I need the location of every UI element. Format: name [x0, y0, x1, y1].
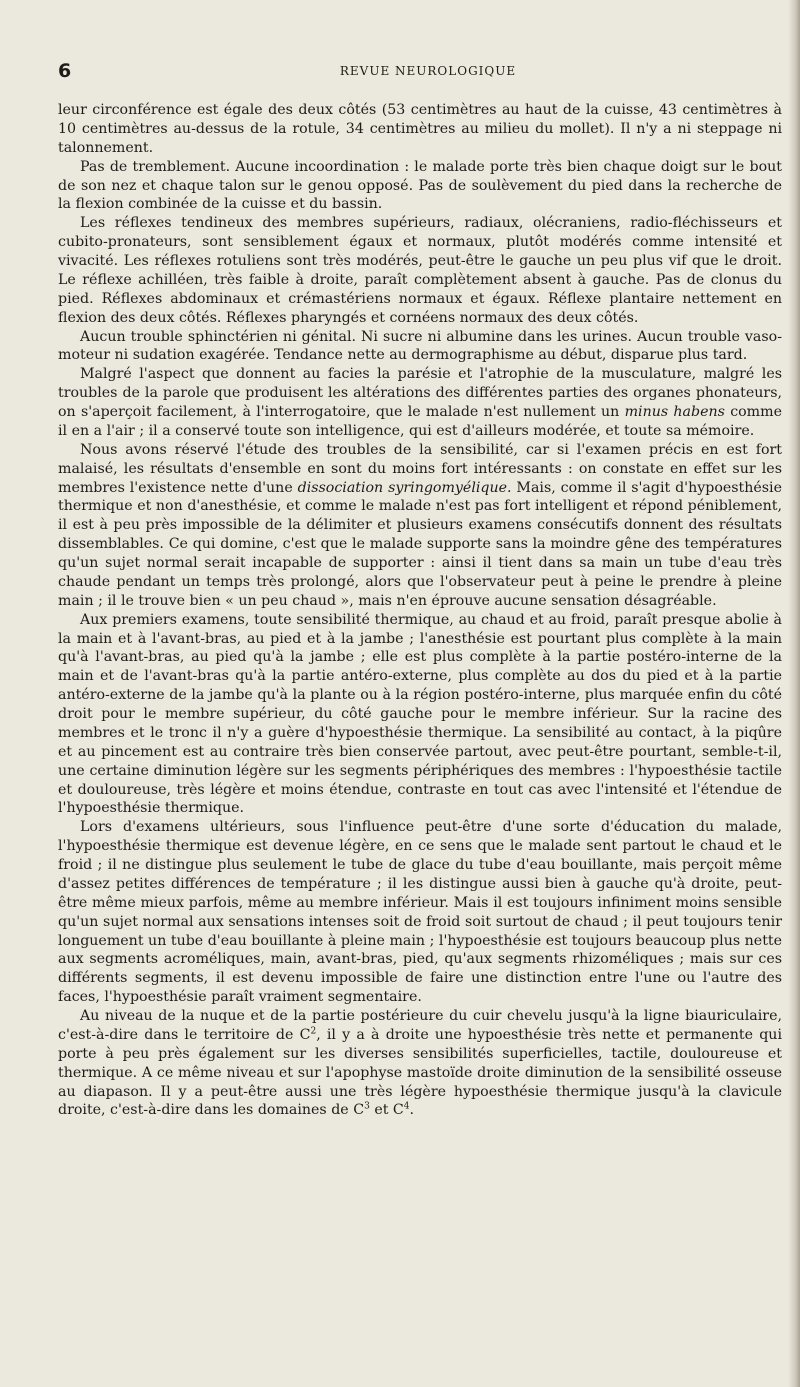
- paragraph-tremor: Pas de tremblement. Aucune incoordination : le malade porte très bien chaque doigt sur le bout de son nez et chaque talon sur le genou opposé. Pas de soulèvement du pied dans la recherche de la flexion combinée de la cuisse et du bassin.: [58, 158, 782, 213]
- superscript: 4: [403, 1101, 410, 1112]
- text-run: et C: [369, 1102, 404, 1119]
- paragraph-sensibility: [58, 441, 782, 611]
- running-title: REVUE NEUROLOGIQUE: [339, 64, 517, 78]
- paragraph-nuque: [58, 1007, 782, 1120]
- text-run: Au niveau de la nuque et de la partie postérieure du cuir chevelu jusqu'à la ligne biauriculaire, c'est-à-dire dans le territoire de C: [58, 1008, 782, 1043]
- text-run: Nous avons réservé l'étude des troubles de la sensibilité, car si l'examen précis en est fort malaisé, les résultats d'ensemble en sont du moins fort intéressants : on constate en effet sur les membres l'existence nette d'une: [58, 441, 782, 496]
- page-number: 6: [58, 60, 72, 82]
- page-edge-shadow: [788, 0, 800, 1387]
- article-body: [58, 101, 782, 1120]
- text-run: comme il en a l'air ; il a conservé toute son intelligence, qui est d'ailleurs modérée, et toute sa mémoire.: [58, 404, 782, 439]
- text-run: Mais, comme il s'agit d'hypoesthésie thermique et non d'anesthésie, et comme le malade n'est pas fort intelligent et répond péniblement, il est à peu près impossible de la délimiter et plusieurs examens consécutifs donnent des résultats dissemblables. Ce qui domine, c'est que le malade supporte sans la moindre gêne des températures qu'un sujet normal serait incapable de supporter : ainsi il tient dans sa main un tube d'eau très chaude pendant un temps très prolongé, alors que l'observateur peut à peine le prendre à pleine main ; il le trouve bien « un peu chaud », mais n'en éprouve aucune sensation désagréable.: [58, 479, 782, 609]
- paragraph-intelligence: [58, 365, 782, 441]
- text-run: .: [409, 1102, 415, 1119]
- text-run: Malgré l'aspect que donnent au facies la parésie et l'atrophie de la musculature, malgré les troubles de la parole que produisent les altérations des différentes parties des organes phonateurs, on s'aperçoit facilement, à l'interrogatoire, que le malade n'est nullement un: [58, 366, 782, 420]
- paragraph-later-exams: Lors d'examens ultérieurs, sous l'influence peut-être d'une sorte d'éducation du malade, l'hypoesthésie thermique est devenue légère, en ce sens que le malade sent partout le chaud et le froid ; il ne distingue plus seulement le tube de glace du tube d'eau bouillante, mais perçoit même d'assez petites différences de température ; il les distingue aussi bien à gauche qu'à droite, peut-être même mieux parfois, même au membre inférieur. Mais il est toujours infiniment moins sensible qu'un sujet normal aux sensations intenses soit de froid soit surtout de chaud ; il peut toujours tenir longuement un tube d'eau bouillante à pleine main ; l'hypoesthésie est toujours beaucoup plus nette aux segments acroméliques, main, avant-bras, pied, qu'aux segments rhizoméliques ; mais sur ces différents segments, il est devenu impossible de faire une distinction entre l'une ou l'autre des faces, l'hypoesthésie paraît vraiment segmentaire.: [58, 819, 782, 1006]
- italic-term: dissociation syringomyélique.: [297, 479, 512, 496]
- page-header: [58, 60, 780, 84]
- paragraph-reflexes: Les réflexes tendineux des membres supérieurs, radiaux, olécraniens, radio-fléchisseurs et cubito-pronateurs, sont sensiblement égaux et normaux, plutôt modérés comme intensité et vivacité. Les réflexes rotuliens sont très modérés, peut-être le gauche un peu plus vif que le droit. Le réflexe achilléen, très faible à droite, paraît complètement absent à gauche. Pas de clonus du pied. Réflexes abdominaux et crémastériens normaux et égaux. Réflexe plantaire nettement en flexion des deux côtés. Réflexes pharyngés et cornéens normaux des deux côtés.: [58, 215, 782, 326]
- paragraph-sphincter: Aucun trouble sphinctérien ni génital. Ni sucre ni albumine dans les urines. Aucun trouble vaso-moteur ni sudation exagérée. Tendance nette au dermographisme au début, disparue plus tard.: [58, 328, 782, 364]
- superscript: 2: [310, 1026, 317, 1037]
- text-run: , il y a à droite une hypoesthésie très nette et permanente qui porte à peu près également sur les diverses sensibilités superficielles, tactile, douloureuse et thermique. A ce même niveau et sur l'apophyse mastoïde droite diminution de la sensibilité osseuse au diapason. Il y a peut-être aussi une très légère hypoesthésie thermique jusqu'à la clavicule droite, c'est-à-dire dans les domaines de C: [58, 1026, 782, 1119]
- paragraph-measurements: leur circonférence est égale des deux côtés (53 centimètres au haut de la cuisse, 43 centimètres à 10 centimètres au-dessus de la rotule, 34 centimètres au milieu du mollet). Il n'y a ni steppage ni talonnement.: [58, 102, 782, 156]
- paragraph-first-exams: Aux premiers examens, toute sensibilité thermique, au chaud et au froid, paraît presque abolie à la main et à l'avant-bras, au pied et à la jambe ; l'anesthésie est pourtant plus complète à la main qu'à l'avant-bras, au pied qu'à la jambe ; elle est plus complète à la partie postéro-interne de la main et de l'avant-bras qu'à la partie antéro-externe, plus complète au dos du pied et à la partie antéro-externe de la jambe qu'à la plante ou à la région postéro-interne, plus marquée enfin du côté droit pour le membre supérieur, du côté gauche pour le membre inférieur. Sur la racine des membres et le tronc il n'y a guère d'hypoesthésie thermique. La sensibilité au contact, à la piqûre et au pincement est au contraire très bien conservée partout, avec peut-être pourtant, semble-t-il, une certaine diminution légère sur les segments périphériques des membres : l'hypoesthésie tactile et douloureuse, très légère et moins étendue, contraste en tout cas avec l'intensité et l'étendue de l'hypoesthésie thermique.: [58, 611, 782, 817]
- italic-term: minus habens: [624, 404, 725, 420]
- superscript: 3: [364, 1101, 370, 1112]
